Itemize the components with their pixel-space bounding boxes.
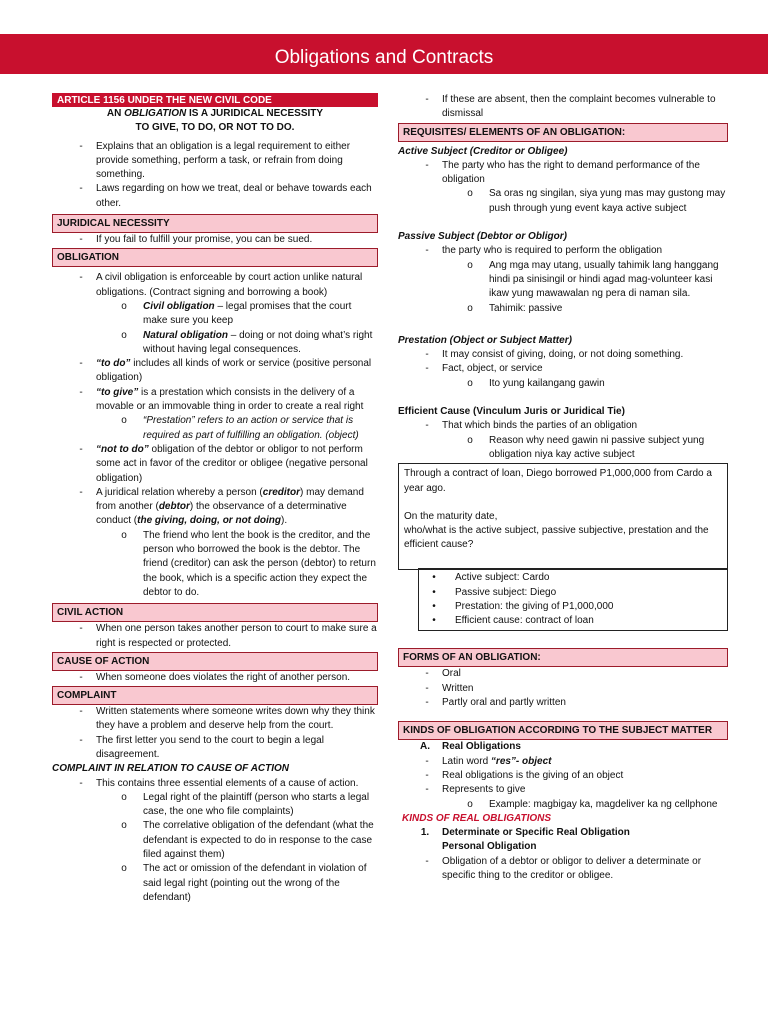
example-question: On the maturity date, who/what is the active subject, passive subjective, prestation and the efficient cause? (404, 510, 709, 551)
list-item: o Civil obligation – legal promises that the court make sure you keep (121, 300, 352, 327)
list-item: o Legal right of the plaintiff (person who starts a legal case, the one who file complaints) (121, 791, 370, 818)
list-item: o Natural obligation – doing or not doing what’s right without having legal consequences. (121, 329, 373, 355)
list-item: - Latin word “res”- object (425, 755, 552, 767)
definition-line-2: TO GIVE, TO DO, OR NOT TO DO. (135, 122, 295, 134)
article-header: ARTICLE 1156 UNDER THE NEW CIVIL CODE (52, 93, 378, 107)
right-column (398, 93, 728, 883)
page-title: Obligations and Contracts (274, 47, 494, 68)
list-item: - A juridical relation whereby a person (creditor) may demand from another (debtor) the observance of a determinative conduct (the giving, doing, or not doing). (79, 486, 364, 527)
section-header-juridical: JURIDICAL NECESSITY (52, 214, 378, 233)
subheading-active-subject: Active Subject (Creditor or Obligee) (398, 145, 568, 157)
list-item: - Explains that an obligation is a legal requirement to either provide something, perform a task, or refrain from doing something. (79, 140, 351, 181)
subheading-kinds-real: KINDS OF REAL OBLIGATIONS (402, 812, 552, 824)
list-item: A. Real Obligations (420, 741, 521, 753)
list-item: - It may consist of giving, doing, or not doing something. (425, 349, 684, 361)
list-item: o “Prestation” refers to an action or service that is required as part of fulfilling an obligation. (object) (121, 415, 359, 441)
list-item: o The friend who lent the book is the creditor, and the person who borrowed the book is the debtor. The friend (creditor) can ask the person (debtor) to return the book, which is a specific action they expect the debtor to do. (121, 529, 376, 598)
section-header-requisites: REQUISITES/ ELEMENTS OF AN OBLIGATION: (398, 123, 728, 142)
list-item: - the party who is required to perform the obligation (425, 245, 663, 257)
answer-box (418, 568, 728, 631)
list-item: o The act or omission of the defendant in violation of said legal right (pointing out the wrong of the defendant) (121, 863, 367, 903)
list-item: - “to do” includes all kinds of work or service (positive personal obligation) (79, 358, 372, 384)
list-item: o The correlative obligation of the defendant (what the defendant is expected to do in response to the case filed against them) (121, 820, 374, 861)
example-box (398, 463, 728, 570)
list-item: o Sa oras ng singilan, siya yung mas may gustong may push through yung event kaya active subject (467, 188, 726, 214)
subheading-passive-subject: Passive Subject (Debtor or Obligor) (398, 231, 567, 243)
list-item: - This contains three essential elements of a cause of action. (79, 777, 359, 789)
section-header-obligation: OBLIGATION (52, 248, 378, 267)
subheading-prestation: Prestation (Object or Subject Matter) (398, 334, 572, 346)
list-item: - Written statements where someone writes down why they think they have a problem and deserve help from the court. (79, 706, 375, 732)
list-item: - If you fail to fulfill your promise, you can be sued. (79, 234, 313, 246)
list-item: - Oral (425, 668, 461, 680)
list-item: - Real obligations is the giving of an object (425, 769, 624, 781)
list-item: • Efficient cause: contract of loan (432, 615, 594, 627)
list-item: - Laws regarding on how we treat, deal or behave towards each other. (79, 183, 372, 209)
list-item: - If these are absent, then the complaint becomes vulnerable to dismissal (425, 94, 716, 120)
section-header-kinds: KINDS OF OBLIGATION ACCORDING TO THE SUBJECT MATTER (398, 721, 728, 740)
section-header-forms: FORMS OF AN OBLIGATION: (398, 648, 728, 667)
list-item: • Prestation: the giving of P1,000,000 (432, 600, 614, 612)
list-item: - Written (425, 682, 474, 694)
list-item: - Fact, object, or service (425, 363, 543, 375)
list-item: - A civil obligation is enforceable by court action unlike natural obligations. (Contract signing and borrowing a book) (79, 272, 363, 298)
list-item: - When one person takes another person to court to make sure a right is respected or protected. (79, 623, 377, 649)
list-item: o Ang mga may utang, usually tahimik lang hanggang hindi pa sinisingil or hindi agad mag-volunteer kasi ikaw yung mawawalan ng pera di naman sila. (467, 259, 719, 300)
section-header-cause-of-action: CAUSE OF ACTION (52, 652, 378, 671)
section-header-complaint: COMPLAINT (52, 686, 378, 705)
list-item: - That which binds the parties of an obligation (425, 420, 638, 432)
list-item: - “to give” is a prestation which consists in the delivery of a movable or an immovable thing in order to create a real right (79, 386, 364, 413)
subheading-complaint-relation: COMPLAINT IN RELATION TO CAUSE OF ACTION (52, 763, 290, 775)
list-item: - Obligation of a debtor or obligor to deliver a determinate or specific thing to the creditor or obligee. (425, 855, 702, 881)
list-item: o Reason why need gawin ni passive subject yung obligation niya kay active subject (467, 434, 705, 460)
example-text: Through a contract of loan, Diego borrowed P1,000,000 from Cardo a year ago. (404, 468, 712, 494)
section-header-civil-action: CIVIL ACTION (52, 603, 378, 622)
list-item: 1. Determinate or Specific Real Obligation (420, 827, 630, 839)
list-item: • Active subject: Cardo (432, 572, 550, 584)
list-item: o Example: magbigay ka, magdeliver ka ng cellphone (467, 798, 718, 810)
list-item: - The party who has the right to demand performance of the obligation (425, 159, 700, 186)
list-item: - Represents to give (425, 784, 526, 796)
subheading-efficient-cause: Efficient Cause (Vinculum Juris or Juridical Tie) (398, 406, 625, 418)
subheading-personal-obligation: Personal Obligation (442, 841, 537, 853)
list-item: - “not to do” obligation of the debtor or obligor to not perform some act in favor of the creditor or obligee (negative personal obligation) (79, 443, 368, 484)
definition-line-1: AN OBLIGATION IS A JURIDICAL NECESSITY (106, 108, 324, 119)
list-item: o Ito yung kailangang gawin (467, 377, 605, 389)
list-item: o Tahimik: passive (467, 302, 563, 314)
list-item: • Passive subject: Diego (432, 586, 557, 598)
list-item: - Partly oral and partly written (425, 697, 566, 709)
left-column (52, 93, 378, 905)
list-item: - When someone does violates the right of another person. (79, 671, 351, 683)
list-item: - The first letter you send to the court to begin a legal disagreement. (79, 734, 324, 760)
